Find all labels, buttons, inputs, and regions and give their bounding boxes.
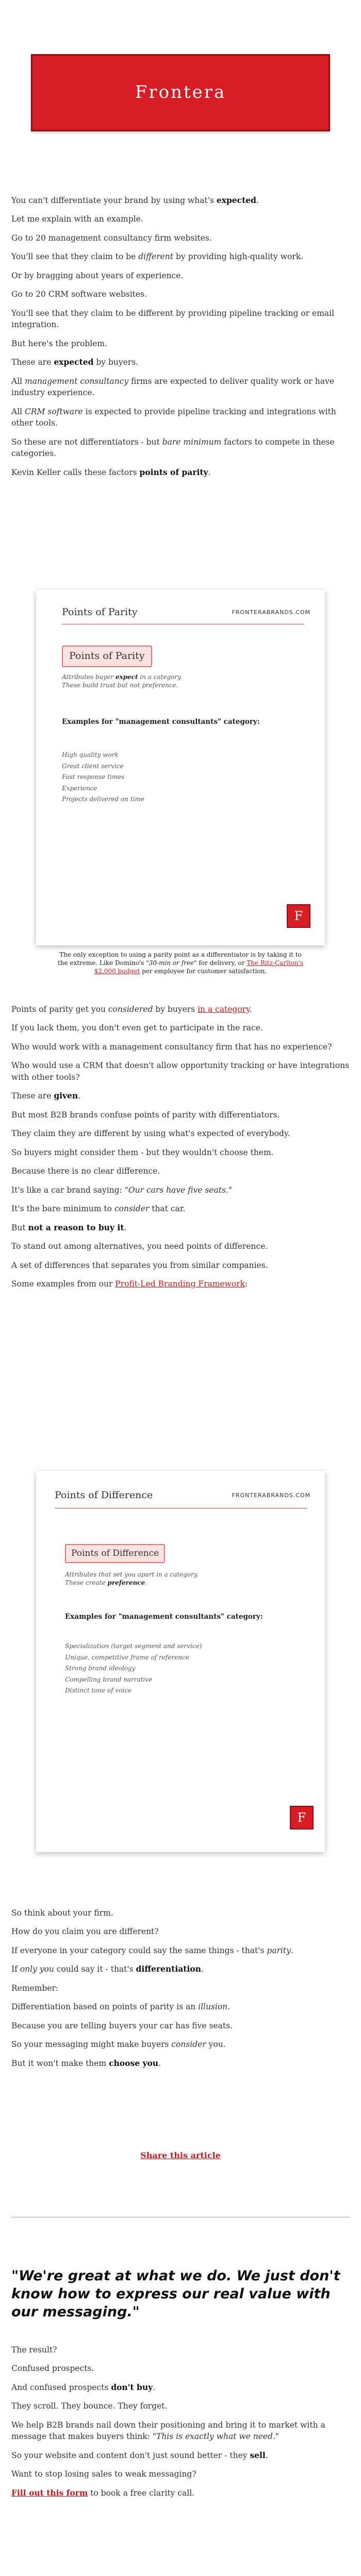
intro-paragraph: All management consultancy firms are expected to deliver quality work or have industry experience. [11, 376, 334, 398]
body-paragraph: Remember: [11, 1983, 59, 1993]
ritz-carlton-link[interactable]: The Ritz-Carlton's [247, 959, 304, 967]
promo-paragraph: So your website and content don't just sound better - they sell. [11, 2450, 268, 2460]
body-paragraph: If only you could say it - that's differentiation. [11, 1964, 204, 1974]
card-brand-url: FRONTERABRANDS.COM [232, 609, 310, 616]
body-paragraph: These are given. [11, 1091, 81, 1101]
card-description: Attributes buyer expect in a category. These build trust but not preference. [62, 673, 183, 689]
image-caption: The only exception to using a parity point as a differentiator is by taking it to the extreme. Like Domino's "30-min or free" for delivery, or The Ritz-Carlton's $2,000 budget per employee for customer satisfaction. [57, 951, 304, 975]
body-paragraph: Differentiation based on points of parity is an illusion. [11, 2002, 231, 2012]
body-paragraph: To stand out among alternatives, you need points of difference. [11, 1242, 268, 1251]
card-title: Points of Difference [55, 1489, 153, 1501]
body-paragraph: Who would work with a management consultancy firm that has no experience? [11, 1042, 332, 1052]
body-paragraph: It's like a car brand saying: "Our cars have five seats." [11, 1185, 232, 1195]
header-banner [31, 54, 330, 131]
list-item: High quality work [62, 751, 119, 758]
intro-paragraph: You can't differentiate your brand by using what's expected. [11, 195, 259, 205]
intro-section [11, 195, 350, 485]
promo-section [11, 2344, 350, 2506]
share-section [0, 2149, 361, 2161]
brand-wordmark: Frontera [135, 82, 226, 103]
body-paragraph: They claim they are different by using what's expected of everybody. [11, 1129, 290, 1139]
body-paragraph: Who would use a CRM that doesn't allow opportunity tracking or have integrations with other tools? [11, 1061, 350, 1082]
intro-paragraph: Go to 20 management consultancy firm websites. [11, 233, 212, 243]
closing-section [11, 1907, 350, 2076]
body-paragraph: So think about your firm. [11, 1908, 113, 1918]
category-link[interactable]: in a category [198, 1005, 250, 1014]
body-paragraph: Some examples from our Profit-Led Branding Framework: [11, 1279, 248, 1289]
intro-paragraph: So these are not differentiators - but bare minimum factors to compete in these categories. [11, 437, 335, 459]
card-list-heading: Examples for "management consultants" category: [65, 1613, 263, 1621]
list-item: Experience [62, 784, 97, 792]
intro-paragraph: Go to 20 CRM software websites. [11, 290, 147, 299]
body-paragraph: Points of parity get you considered by buyers in a category. [11, 1005, 252, 1014]
intro-paragraph: But here's the problem. [11, 338, 108, 348]
promo-paragraph: And confused prospects don't buy. [11, 2382, 156, 2392]
body-paragraph: A set of differences that separates you from similar companies. [11, 1260, 268, 1270]
list-item: Distinct tone of voice [65, 1687, 132, 1694]
intro-paragraph: All CRM software is expected to provide pipeline tracking and integrations with other tools. [11, 406, 336, 428]
body-paragraph: Because there is no clear difference. [11, 1166, 160, 1176]
card-list-heading: Examples for "management consultants" category: [62, 718, 260, 726]
body-paragraph: So buyers might consider them - but they wouldn't choose them. [11, 1147, 274, 1157]
body-paragraph: If you lack them, you don't even get to participate in the race. [11, 1023, 263, 1033]
intro-paragraph: Let me explain with an example. [11, 214, 143, 224]
promo-paragraph: The result? [11, 2345, 57, 2354]
card-pill: Points of Difference [65, 1544, 165, 1563]
points-of-parity-image [36, 590, 325, 945]
share-article-link[interactable]: Share this article [140, 2150, 221, 2160]
frontera-logo-icon: F [290, 1806, 314, 1829]
intro-paragraph: Or by bragging about years of experience. [11, 270, 184, 280]
body-paragraph: But not a reason to buy it. [11, 1222, 127, 1232]
framework-link[interactable]: Profit-Led Branding Framework [115, 1279, 245, 1289]
list-item: Unique, competitive frame of reference [65, 1653, 189, 1661]
card-brand-url: FRONTERABRANDS.COM [232, 1492, 310, 1499]
list-item: Strong brand ideology [65, 1665, 136, 1672]
intro-paragraph: You'll see that they claim to be different by providing pipeline tracking or email integration. [11, 308, 335, 330]
card-pill: Points of Parity [62, 646, 152, 667]
form-link[interactable]: Fill out this form [11, 2487, 88, 2498]
card-list [65, 1641, 202, 1697]
promo-paragraph: We help B2B brands nail down their positioning and bring it to market with a message that makes buyers think: "This is exactly what we need." [11, 2420, 325, 2442]
list-item: Fast response times [62, 773, 125, 781]
promo-paragraph: They scroll. They bounce. They forget. [11, 2401, 168, 2411]
card-title: Points of Parity [62, 606, 138, 618]
body-paragraph: If everyone in your category could say the same things - that's parity. [11, 1945, 293, 1955]
promo-paragraph: Want to stop losing sales to weak messaging? [11, 2469, 196, 2479]
body-paragraph: It's the bare minimum to consider that car. [11, 1204, 186, 1214]
intro-paragraph: Kevin Keller calls these factors points of parity. [11, 467, 211, 477]
list-item: Great client service [62, 762, 124, 770]
card-description: Attributes that set you apart in a category. These create preference. [65, 1571, 199, 1586]
frontera-logo-icon: F [287, 904, 310, 928]
promo-paragraph: Fill out this form to book a free clarity call. [11, 2487, 195, 2498]
points-of-difference-image [36, 1471, 325, 1852]
body-paragraph: But it won't make them choose you. [11, 2058, 161, 2068]
promo-paragraph: Confused prospects. [11, 2364, 94, 2374]
card-list [62, 750, 144, 805]
promo-quote: "We're great at what we do. We just don't know how to express our real value with our messaging." [11, 2268, 340, 2320]
intro-paragraph: These are expected by buyers. [11, 357, 139, 367]
card-divider [55, 1508, 307, 1509]
list-item: Compelling brand narrative [65, 1675, 153, 1683]
intro-paragraph: You'll see that they claim to be different by providing high-quality work. [11, 252, 304, 262]
body-paragraph: How do you claim you are different? [11, 1927, 159, 1937]
middle-section [11, 1004, 350, 1297]
body-paragraph: But most B2B brands confuse points of parity with differentiators. [11, 1110, 280, 1120]
budget-link[interactable]: $2,000 budget [94, 968, 140, 975]
body-paragraph: Because you are telling buyers your car has five seats. [11, 2021, 233, 2030]
list-item: Projects delivered on time [62, 795, 144, 803]
body-paragraph: So your messaging might make buyers consider you. [11, 2040, 226, 2049]
list-item: Specialization (target segment and service) [65, 1642, 202, 1650]
